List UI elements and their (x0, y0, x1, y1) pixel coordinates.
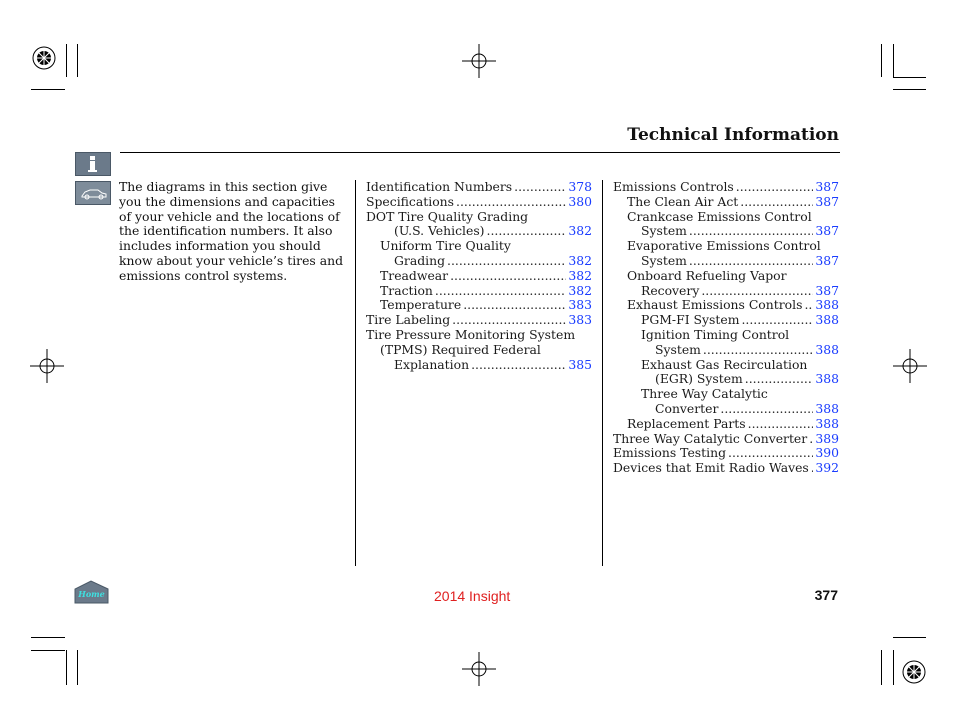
crop-mark (31, 637, 65, 638)
toc-entry[interactable] (366, 224, 592, 239)
model-name: 2014 Insight (434, 588, 511, 604)
column-divider (602, 180, 603, 566)
toc-entry (613, 328, 839, 343)
toc-entry (613, 358, 839, 373)
toc-entry[interactable] (613, 446, 839, 461)
dot-leader (720, 402, 813, 417)
toc-entry[interactable] (613, 372, 839, 387)
toc-entry-label: Tire Pressure Monitoring System (366, 326, 576, 342)
dot-leader (701, 284, 813, 299)
toc-page-link[interactable]: 385 (568, 356, 592, 372)
crop-mark (881, 44, 882, 77)
toc-page-link[interactable]: 387 (815, 179, 839, 194)
crop-mark (31, 89, 65, 90)
dot-leader (804, 298, 813, 313)
toc-page-link[interactable]: 392 (815, 460, 839, 476)
toc-column-right (613, 180, 839, 476)
toc-page-link[interactable]: 382 (568, 267, 592, 283)
crop-mark (893, 637, 926, 638)
dot-leader (689, 254, 813, 269)
toc-page-link[interactable]: 382 (568, 252, 592, 268)
toc-page-link[interactable]: 388 (815, 312, 839, 328)
toc-page-link[interactable]: 387 (815, 252, 839, 268)
toc-page-link[interactable]: 388 (815, 297, 839, 313)
crosshair-mark (893, 349, 927, 383)
toc-page-link[interactable]: 388 (815, 371, 839, 387)
toc-entry-label: Identification Numbers (366, 179, 513, 194)
crop-mark (31, 650, 65, 651)
toc-page-link[interactable]: 387 (815, 193, 839, 209)
dot-leader (748, 417, 814, 432)
toc-entry-label: Treadwear (380, 267, 449, 283)
dot-leader (450, 269, 566, 284)
toc-entry-label: Recovery (641, 282, 700, 298)
toc-page-link[interactable]: 388 (815, 400, 839, 416)
toc-entry[interactable] (366, 180, 592, 195)
toc-entry-label: Temperature (380, 297, 462, 313)
crop-mark (893, 89, 926, 90)
toc-page-link[interactable]: 378 (568, 179, 592, 194)
toc-entry[interactable] (613, 461, 839, 476)
dot-leader (456, 195, 566, 210)
toc-entry-label: Three Way Catalytic (641, 386, 768, 402)
toc-entry-label: Converter (655, 400, 719, 416)
column-divider (355, 180, 356, 566)
toc-entry-label: Uniform Tire Quality (380, 238, 511, 254)
toc-entry-label: Ignition Timing Control (641, 326, 790, 342)
home-label: Home (78, 589, 105, 599)
toc-entry[interactable] (366, 195, 592, 210)
registration-mark (897, 655, 931, 689)
toc-entry-label: Replacement Parts (627, 415, 746, 431)
toc-entry-label: Exhaust Gas Recirculation (641, 356, 808, 372)
crop-mark (893, 77, 926, 78)
dot-leader (728, 446, 813, 461)
dot-leader (809, 432, 813, 447)
toc-entry[interactable] (613, 432, 839, 447)
toc-page-link[interactable]: 382 (568, 223, 592, 239)
toc-entry[interactable] (613, 298, 839, 313)
toc-entry-label: (EGR) System (655, 371, 743, 387)
toc-entry-label: Traction (380, 282, 433, 298)
crosshair-mark (462, 44, 496, 78)
dot-leader (740, 195, 813, 210)
toc-entry-label: Specifications (366, 193, 454, 209)
dot-leader (703, 343, 813, 358)
toc-page-link[interactable]: 382 (568, 282, 592, 298)
toc-entry (613, 387, 839, 402)
toc-entry[interactable] (366, 284, 592, 299)
toc-entry-label: (U.S. Vehicles) (394, 223, 485, 239)
toc-entry[interactable] (613, 195, 839, 210)
toc-entry (366, 239, 592, 254)
toc-entry-label: Emissions Controls (613, 179, 734, 194)
toc-entry (366, 210, 592, 225)
toc-entry-label: Crankcase Emissions Control (627, 208, 812, 224)
crop-mark (893, 44, 894, 77)
dot-leader (689, 224, 813, 239)
dot-leader (745, 372, 814, 387)
crop-mark (66, 44, 67, 77)
toc-page-link[interactable]: 388 (815, 341, 839, 357)
toc-entry-label: (TPMS) Required Federal (380, 341, 541, 357)
dot-leader (741, 313, 813, 328)
toc-page-link[interactable]: 388 (815, 415, 839, 431)
toc-entry[interactable] (613, 313, 839, 328)
crop-mark (77, 650, 78, 685)
toc-entry[interactable] (613, 417, 839, 432)
toc-entry-label: System (641, 223, 687, 239)
toc-page-link[interactable]: 383 (568, 297, 592, 313)
toc-entry-label: The Clean Air Act (627, 193, 739, 209)
toc-entry-label: PGM-FI System (641, 312, 740, 328)
page-title: Technical Information (627, 125, 839, 145)
page-number: 377 (814, 587, 838, 603)
title-rule (120, 152, 840, 153)
car-icon[interactable] (75, 181, 111, 205)
toc-entry[interactable] (613, 180, 839, 195)
crosshair-mark (30, 349, 64, 383)
dot-leader (487, 224, 567, 239)
toc-entry[interactable] (366, 254, 592, 269)
home-button[interactable] (74, 580, 109, 604)
toc-entry-label: Three Way Catalytic Converter (613, 430, 808, 446)
toc-entry-label: Exhaust Emissions Controls (627, 297, 803, 313)
dot-leader (514, 180, 566, 195)
toc-entry-label: DOT Tire Quality Grading (366, 208, 529, 224)
info-icon[interactable] (75, 152, 111, 176)
dot-leader (471, 358, 566, 373)
crop-mark (77, 44, 78, 77)
crop-mark (66, 650, 67, 685)
toc-entry[interactable] (366, 313, 592, 328)
toc-page-link[interactable]: 387 (815, 223, 839, 239)
toc-entry-label: Devices that Emit Radio Waves (613, 460, 809, 476)
crop-mark (893, 650, 894, 685)
toc-entry[interactable] (613, 254, 839, 269)
toc-entry (366, 328, 592, 343)
toc-entry-label: Onboard Refueling Vapor (627, 267, 787, 283)
toc-entry[interactable] (366, 358, 592, 373)
toc-entry[interactable] (613, 343, 839, 358)
dot-leader (811, 461, 814, 476)
dot-leader (435, 284, 566, 299)
dot-leader (447, 254, 566, 269)
registration-mark (27, 41, 61, 75)
toc-page-link[interactable]: 380 (568, 193, 592, 209)
toc-page-link[interactable]: 387 (815, 282, 839, 298)
toc-page-link[interactable]: 383 (568, 312, 592, 328)
dot-leader (463, 298, 566, 313)
toc-entry[interactable] (613, 284, 839, 299)
dot-leader (452, 313, 566, 328)
toc-entry-label: Tire Labeling (366, 312, 451, 328)
toc-entry-label: Evaporative Emissions Control (627, 238, 821, 254)
toc-entry[interactable] (613, 224, 839, 239)
toc-entry (613, 210, 839, 225)
intro-paragraph: The diagrams in this section give you the dimensions and capacities of your vehicle and the locations of the identification numbers. It also includes information you should know about your vehicle’s tires and emissions control systems. (119, 179, 344, 283)
toc-entry-label: System (641, 252, 687, 268)
toc-entry-label: Grading (394, 252, 446, 268)
toc-entry (613, 239, 839, 254)
crop-mark (881, 650, 882, 685)
toc-page-link[interactable]: 390 (815, 445, 839, 461)
toc-entry-label: System (655, 341, 701, 357)
crosshair-mark (462, 652, 496, 686)
toc-entry (613, 269, 839, 284)
toc-page-link[interactable]: 389 (815, 430, 839, 446)
toc-entry[interactable] (366, 269, 592, 284)
toc-column-left (366, 180, 592, 372)
dot-leader (736, 180, 814, 195)
toc-entry-label: Emissions Testing (613, 445, 727, 461)
toc-entry-label: Explanation (394, 356, 470, 372)
toc-entry[interactable] (613, 402, 839, 417)
toc-entry[interactable] (366, 298, 592, 313)
toc-entry (366, 343, 592, 358)
